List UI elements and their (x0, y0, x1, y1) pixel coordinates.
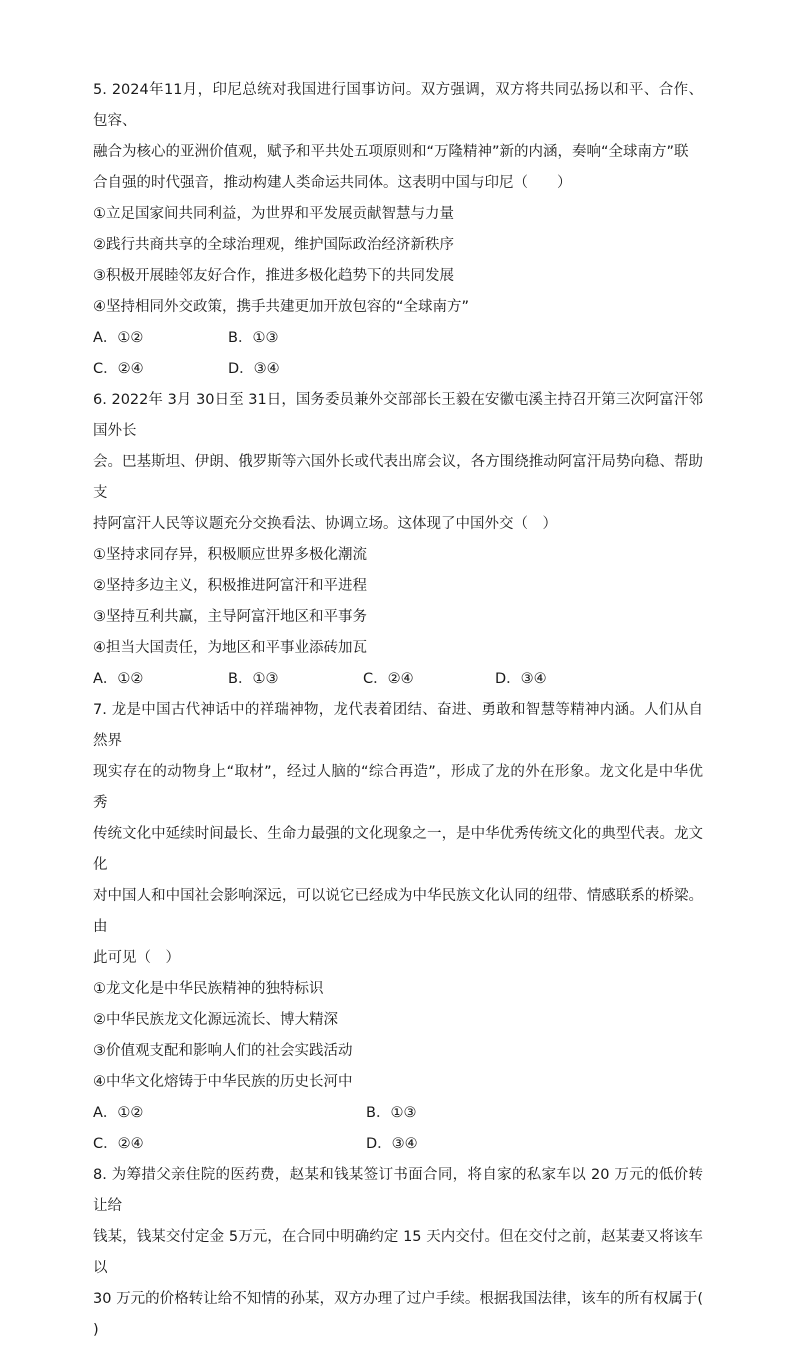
question-stem-line: 此可见（ ） (93, 950, 180, 966)
option-row (93, 1129, 703, 1160)
option-a: A．①② (93, 330, 144, 346)
option-d: D．③④ (366, 1136, 418, 1152)
option-row (93, 664, 703, 695)
question-stem-line: 对中国人和中国社会影响深远，可以说它已经成为中华民族文化认同的纽带、情感联系的桥梁。由 (93, 888, 703, 935)
statement-item: ③积极开展睦邻友好合作，推进多极化趋势下的共同发展 (93, 268, 454, 284)
question-stem-line: 钱某，钱某交付定金 5万元，在合同中明确约定 15 天内交付。但在交付之前，赵某妻又将该车以 (93, 1229, 703, 1276)
statement-item: ③价值观支配和影响人们的社会实践活动 (93, 1043, 353, 1059)
option-row (93, 354, 703, 385)
question-5 (93, 75, 703, 385)
option-c: C．②④ (363, 671, 414, 687)
option-row (93, 323, 703, 354)
statement-item: ①坚持求同存异，积极顺应世界多极化潮流 (93, 547, 367, 563)
option-a: A．①② (93, 671, 144, 687)
question-stem-line: 30 万元的价格转让给不知情的孙某，双方办理了过户手续。根据我国法律，该车的所有权属于( ) (93, 1291, 732, 1338)
statement-item: ④坚持相同外交政策，携手共建更加开放包容的“全球南方” (93, 299, 470, 315)
question-stem-line: 6. 2022年 3月 30日至 31日，国务委员兼外交部部长王毅在安徽屯溪主持召开第三次阿富汗邻国外长 (93, 392, 703, 439)
question-stem-line: 融合为核心的亚洲价值观，赋予和平共处五项原则和“万隆精神”新的内涵，奏响“全球南方”联 (93, 144, 689, 160)
option-b: B．①③ (228, 671, 279, 687)
option-d: D．③④ (228, 361, 280, 377)
question-stem-line: 持阿富汗人民等议题充分交换看法、协调立场。这体现了中国外交（ ） (93, 516, 557, 532)
statement-item: ①立足国家间共同利益，为世界和平发展贡献智慧与力量 (93, 206, 454, 222)
statement-item: ②坚持多边主义，积极推进阿富汗和平进程 (93, 578, 367, 594)
statement-item: ①龙文化是中华民族精神的独特标识 (93, 981, 324, 997)
option-row (93, 1098, 703, 1129)
option-a: A．①② (93, 1105, 144, 1121)
question-stem-line: 会。巴基斯坦、伊朗、俄罗斯等六国外长或代表出席会议，各方围绕推动阿富汗局势向稳、帮助支 (93, 454, 703, 501)
question-stem-line: 5. 2024年11月，印尼总统对我国进行国事访问。双方强调，双方将共同弘扬以和平、合作、包容、 (93, 82, 703, 129)
question-stem-line: 7. 龙是中国古代神话中的祥瑞神物，龙代表着团结、奋进、勇敢和智慧等精神内涵。人们从自然界 (93, 702, 703, 749)
option-c: C．②④ (93, 361, 144, 377)
question-stem-line: 合自强的时代强音，推动构建人类命运共同体。这表明中国与印尼（ ） (93, 175, 572, 191)
statement-item: ③坚持互利共赢，主导阿富汗地区和平事务 (93, 609, 367, 625)
question-stem-line: 传统文化中延续时间最长、生命力最强的文化现象之一，是中华优秀传统文化的典型代表。龙文化 (93, 826, 703, 873)
option-c: C．②④ (93, 1136, 144, 1152)
option-d: D．③④ (495, 671, 547, 687)
question-stem-line: 现实存在的动物身上“取材”，经过人脑的“综合再造”，形成了龙的外在形象。龙文化是中华优秀 (93, 764, 703, 811)
option-b: B．①③ (366, 1105, 417, 1121)
statement-item: ④担当大国责任，为地区和平事业添砖加瓦 (93, 640, 367, 656)
exam-page (93, 75, 732, 1346)
question-8 (93, 1160, 732, 1346)
statement-item: ②践行共商共享的全球治理观，维护国际政治经济新秩序 (93, 237, 454, 253)
question-stem-line: 8. 为筹措父亲住院的医药费，赵某和钱某签订书面合同，将自家的私家车以 20 万元的低价转让给 (93, 1167, 703, 1214)
statement-item: ④中华文化熔铸于中华民族的历史长河中 (93, 1074, 353, 1090)
question-6 (93, 385, 703, 695)
option-b: B．①③ (228, 330, 279, 346)
statement-item: ②中华民族龙文化源远流长、博大精深 (93, 1012, 338, 1028)
question-7 (93, 695, 703, 1160)
